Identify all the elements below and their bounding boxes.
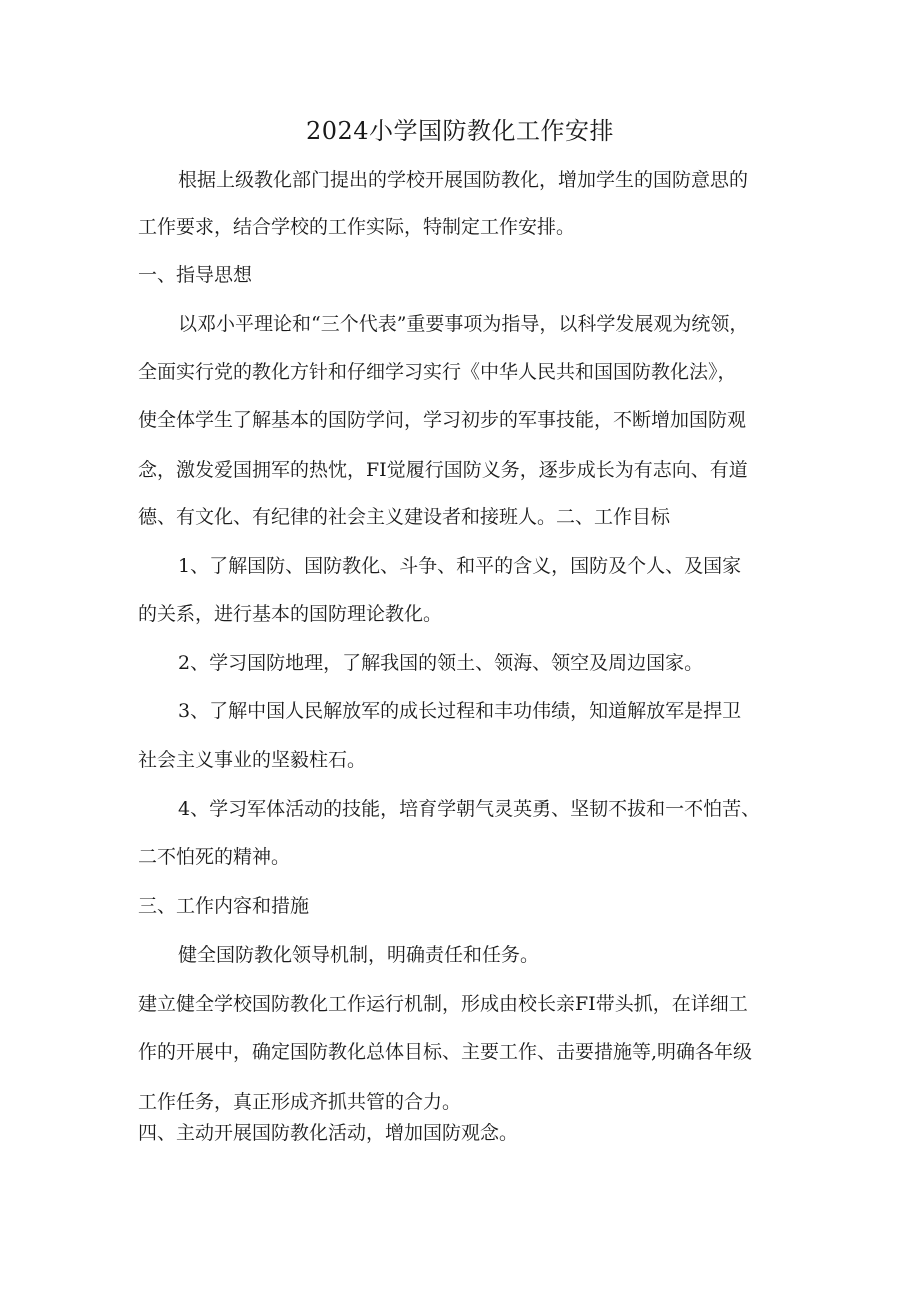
- paragraph-line: 作的开展中，确定国防教化总体目标、主要工作、击要措施等,明确各年级: [138, 1041, 753, 1063]
- paragraph-line: 德、有文化、有纪律的社会主义建设者和接班人。二、工作目标: [138, 506, 671, 528]
- document-title: 2024小学国防教化工作安排: [305, 117, 615, 145]
- paragraph-line: 二不怕死的精神。: [138, 846, 291, 868]
- paragraph-line: 健全国防教化领导机制，明确责任和任务。: [178, 944, 540, 966]
- paragraph-line: 根据上级教化部门提出的学校开展国防教化，增加学生的国防意思的: [178, 169, 749, 191]
- section-heading: 三、工作内容和措施: [138, 895, 310, 917]
- list-item: 3、了解中国人民解放军的成长过程和丰功伟绩，知道解放军是捍卫: [178, 700, 742, 722]
- section-heading: 四、主动开展国防教化活动，增加国防观念。: [138, 1122, 519, 1144]
- paragraph-line: 的关系，进行基本的国防理论教化。: [138, 603, 443, 625]
- list-item: 1、了解国防、国防教化、斗争、和平的含义，国防及个人、及国家: [178, 555, 742, 577]
- paragraph-line: 念，激发爱国拥军的热忱，FI觉履行国防义务，逐步成长为有志向、有道: [138, 459, 748, 481]
- paragraph-line: 工作任务，真正形成齐抓共管的合力。: [138, 1091, 462, 1113]
- list-item: 4、学习军体活动的技能，培育学朝气灵英勇、坚韧不拔和一不怕苦、: [178, 798, 761, 820]
- paragraph-line: 以邓小平理论和“三个代表”重要事项为指导，以科学发展观为统领，: [178, 313, 749, 335]
- paragraph-line: 建立健全学校国防教化工作运行机制，形成由校长亲FI带头抓，在详细工: [138, 993, 748, 1015]
- list-item: 2、学习国防地理，了解我国的领土、领海、领空及周边国家。: [178, 652, 704, 674]
- paragraph-line: 全面实行党的教化方针和仔细学习实行《中华人民共和国国防教化法》，: [138, 361, 737, 383]
- paragraph-line: 社会主义事业的坚毅柱石。: [138, 749, 367, 771]
- paragraph-line: 使全体学生了解基本的国防学问，学习初步的军事技能，不断增加国防观: [138, 409, 747, 431]
- section-heading: 一、指导思想: [138, 264, 253, 286]
- paragraph-line: 工作要求，结合学校的工作实际，特制定工作安排。: [138, 216, 576, 238]
